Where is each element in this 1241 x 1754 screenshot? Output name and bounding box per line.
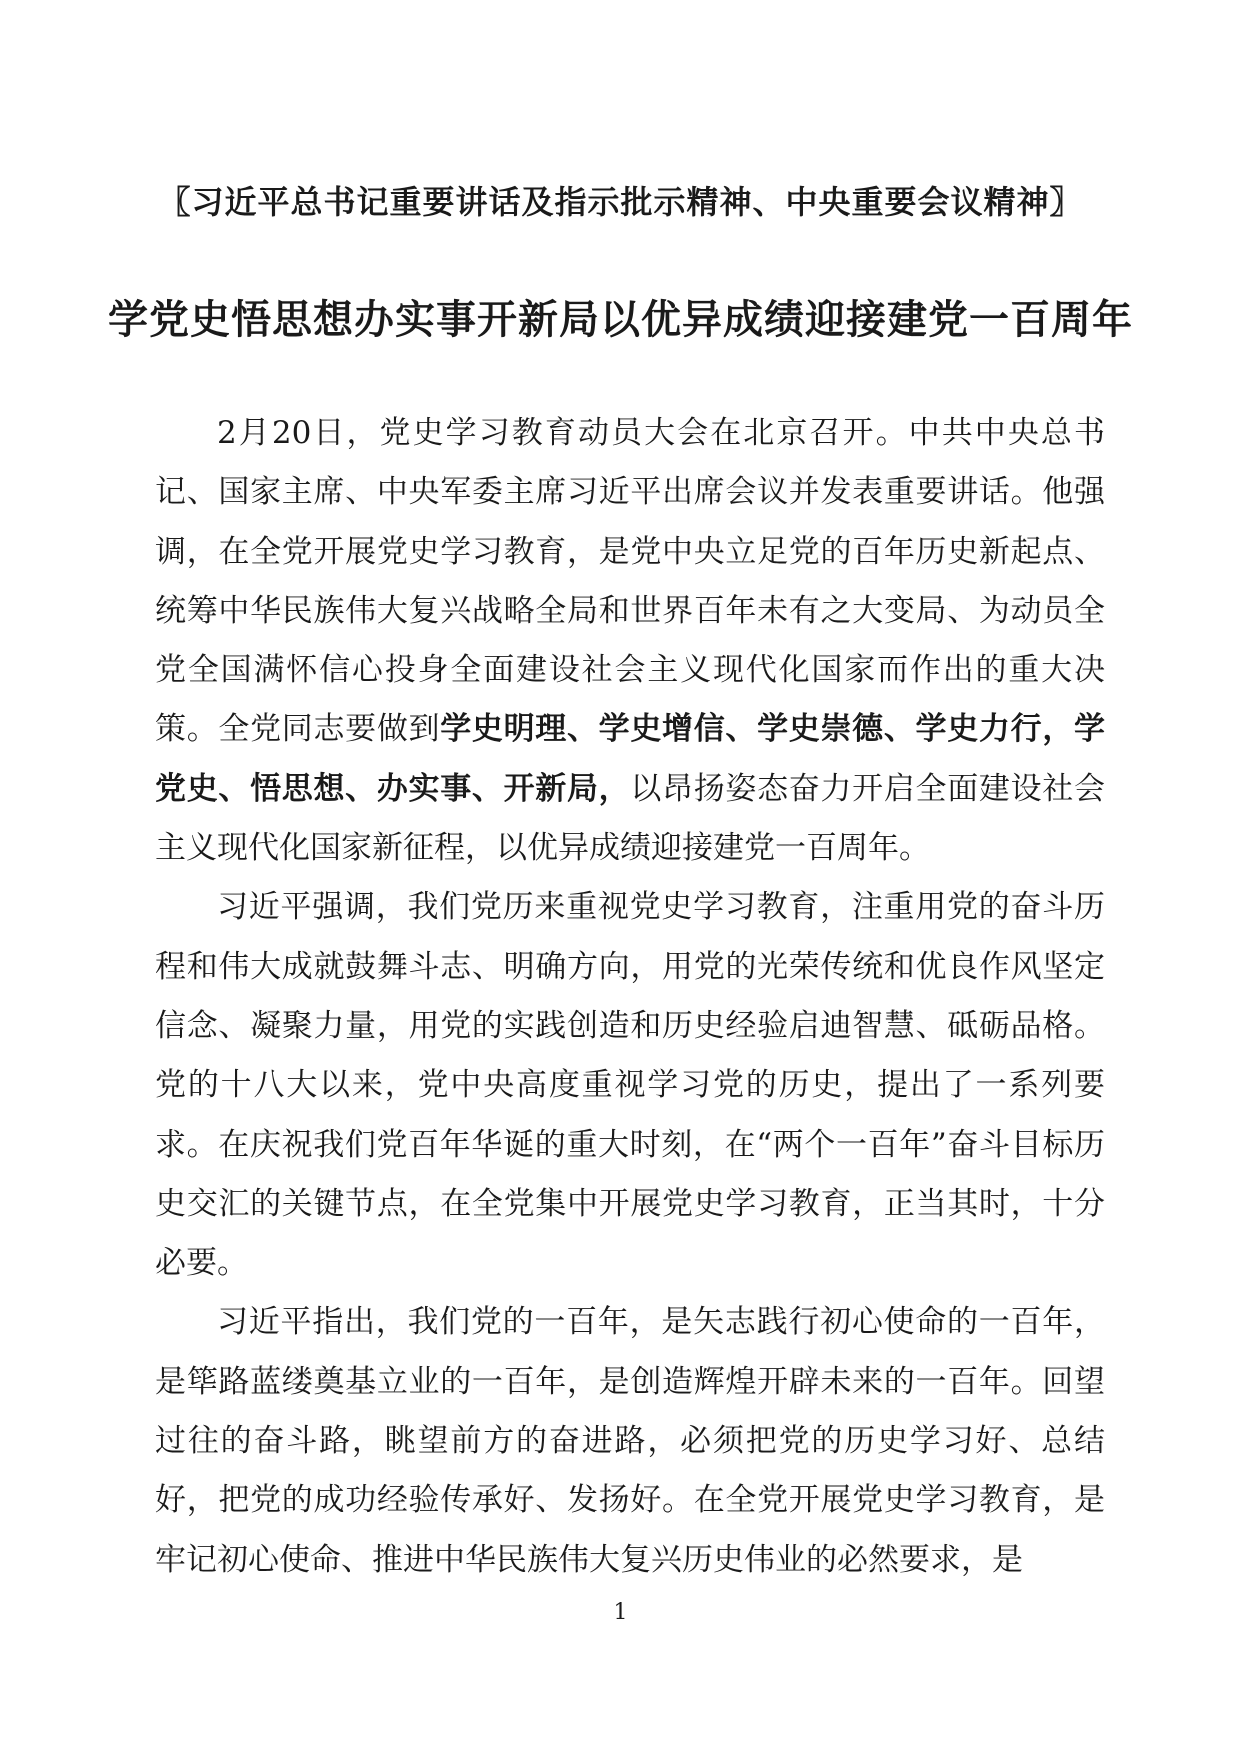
category-heading: 〖习近平总书记重要讲话及指示批示精神、中央重要会议精神〗 [158,183,1083,221]
paragraph-1-text-b: 以昂扬姿态奋力开启全面建设社会主义现代化国家新征程，以优异成绩迎接建党一百周年。 [155,770,1105,867]
paragraph-1-text-a: 2月20日，党史学习教育动员大会在北京召开。中共中央总书记、国家主席、中央军委主席习近平出席会议并发表重要讲话。他强调，在全党开展党史学习教育，是党中央立足党的百年历史新起点、统筹中华民族伟大复兴战略全局和世界百年未有之大变局、为动员全党全国满怀信心投身全面建设社会主义现代化国家而作出的重大决策。全党同志要做到 [155,415,1105,748]
page-title: 学党史悟思想办实事开新局以优异成绩迎接建党一百周年 [108,297,1133,343]
paragraph-2: 习近平强调，我们党历来重视党史学习教育，注重用党的奋斗历程和伟大成就鼓舞斗志、明确方向，用党的光荣传统和优良作风坚定信念、凝聚力量，用党的实践创造和历史经验启迪智慧、砥砺品格。党的十八大以来，党中央高度重视学习党的历史，提出了一系列要求。在庆祝我们党百年华诞的重大时刻，在“两个一百年”奋斗目标历史交汇的关键节点，在全党集中开展党史学习教育，正当其时，十分必要。 [155,889,1105,1282]
document-body [155,404,1105,1590]
paragraph-1-bold-text: 学史明理、学史增信、学史崇德、学史力行，学党史、悟思想、办实事、开新局， [155,711,1106,807]
paragraph-3: 习近平指出，我们党的一百年，是矢志践行初心使命的一百年，是筚路蓝缕奠基立业的一百年，是创造辉煌开辟未来的一百年。回望过往的奋斗路，眺望前方的奋进路，必须把党的历史学习好、总结好，把党的成功经验传承好、发扬好。在全党开展党史学习教育，是牢记初心使命、推进中华民族伟大复兴历史伟业的必然要求，是 [155,1304,1105,1578]
page-number: 1 [613,1600,628,1625]
paragraph-1 [155,404,1105,878]
